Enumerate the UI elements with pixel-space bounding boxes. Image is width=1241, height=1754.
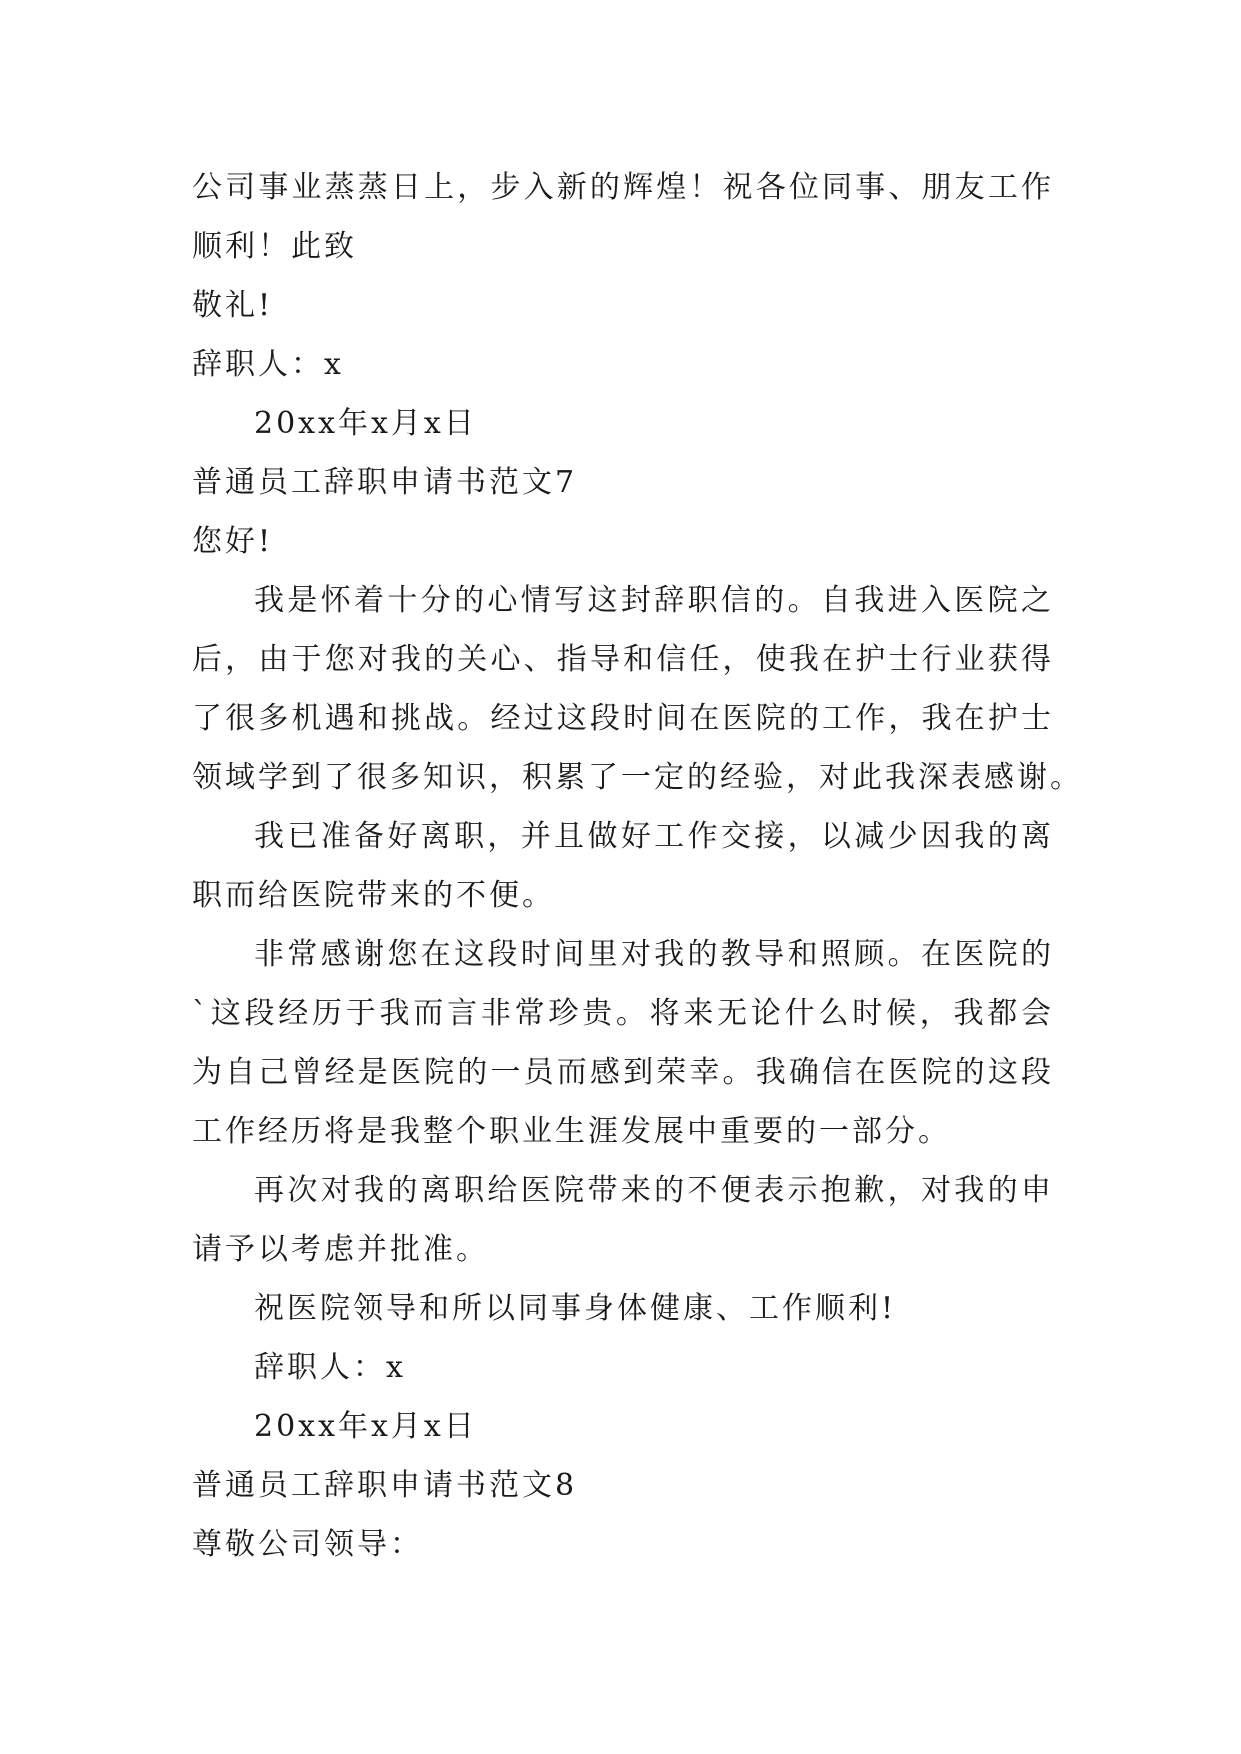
text-line: 了很多机遇和挑战。经过这段时间在医院的工作，我在护士: [192, 701, 1054, 736]
text-line: 非常感谢您在这段时间里对我的教导和照顾。在医院的: [254, 937, 1054, 972]
date-line: 20xx年x月x日: [254, 1409, 477, 1444]
text-line: 祝医院领导和所以同事身体健康、工作顺利!: [254, 1291, 897, 1326]
signature-line: 辞职人：x: [254, 1350, 406, 1385]
text-line: 请予以考虑并批准。: [192, 1232, 489, 1267]
text-line: 公司事业蒸蒸日上，步入新的辉煌！祝各位同事、朋友工作: [192, 170, 1054, 205]
text-line: 我是怀着十分的心情写这封辞职信的。自我进入医院之: [254, 583, 1054, 618]
text-line: 我已准备好离职，并且做好工作交接，以减少因我的离: [254, 819, 1054, 854]
date-line: 20xx年x月x日: [254, 406, 477, 441]
text-line: 再次对我的离职给医院带来的不便表示抱歉，对我的申: [254, 1173, 1054, 1208]
text-line: 领域学到了很多知识，积累了一定的经验，对此我深表感谢。: [192, 760, 1083, 795]
closing-salutation: 敬礼!: [192, 288, 274, 323]
text-line: `这段经历于我而言非常珍贵。将来无论什么时候，我都会: [192, 996, 1054, 1031]
greeting: 尊敬公司领导：: [192, 1527, 423, 1562]
greeting: 您好!: [192, 524, 274, 559]
text-line: 顺利！此致: [192, 229, 357, 264]
section-heading: 普通员工辞职申请书范文7: [192, 465, 578, 500]
text-line: 职而给医院带来的不便。: [192, 878, 555, 913]
text-line: 后，由于您对我的关心、指导和信任，使我在护士行业获得: [192, 642, 1054, 677]
signature-line: 辞职人：x: [192, 347, 344, 382]
text-line: 工作经历将是我整个职业生涯发展中重要的一部分。: [192, 1114, 951, 1149]
section-heading: 普通员工辞职申请书范文8: [192, 1468, 578, 1503]
text-line: 为自己曾经是医院的一员而感到荣幸。我确信在医院的这段: [192, 1055, 1054, 1090]
document-page: [192, 158, 1083, 1574]
